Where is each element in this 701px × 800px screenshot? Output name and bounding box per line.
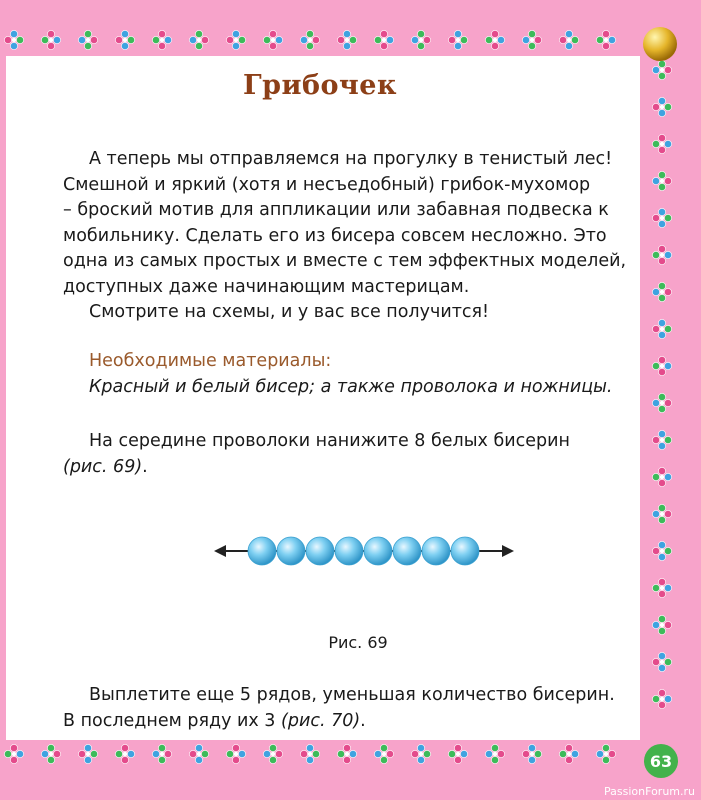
bead-cluster — [652, 356, 671, 375]
step1-text: На середине проволоки нанижите 8 белых бисерин — [89, 431, 570, 451]
bead-cluster — [448, 30, 467, 49]
gold-bead-icon — [640, 24, 680, 64]
bead-cluster — [652, 134, 671, 153]
bead-cluster — [374, 30, 393, 49]
intro-line: мобильнику. Сделать его из бисера совсем несложно. Это — [63, 225, 607, 246]
bead-cluster — [652, 430, 671, 449]
bead-cluster — [596, 30, 615, 49]
bead — [422, 537, 450, 565]
intro-line: А теперь мы отправляемся на прогулку в тенистый лес! — [89, 149, 613, 169]
watermark: PassionForum.ru — [604, 785, 695, 798]
bead-cluster — [374, 744, 393, 763]
bead — [364, 537, 392, 565]
page-number-badge: 63 — [644, 744, 678, 778]
top-bead-border — [0, 28, 640, 52]
bead-cluster — [652, 393, 671, 412]
bead-cluster — [652, 171, 671, 190]
step2-paragraph: Выплетите еще 5 рядов, уменьшая количество бисерин. В последнем ряду их 3 (рис. 70). — [63, 685, 615, 731]
bead-cluster — [78, 30, 97, 49]
materials-heading: Необходимые материалы: — [89, 351, 332, 371]
bead-cluster — [652, 504, 671, 523]
arrow-left-icon — [214, 545, 226, 557]
bead-cluster — [152, 30, 171, 49]
bead-cluster — [485, 744, 504, 763]
figure-caption: Рис. 69 — [328, 633, 388, 652]
bead-cluster — [189, 30, 208, 49]
bead-cluster — [115, 30, 134, 49]
bead-cluster — [4, 744, 23, 763]
intro-line: доступных даже начинающим мастерицам. — [63, 276, 470, 297]
step1-paragraph: На середине проволоки нанижите 8 белых бисерин (рис. 69). — [63, 431, 570, 477]
bead — [393, 537, 421, 565]
bead — [248, 537, 276, 565]
bead-cluster — [411, 30, 430, 49]
bead-cluster — [652, 245, 671, 264]
bead-cluster — [78, 744, 97, 763]
bead-cluster — [152, 744, 171, 763]
intro-line: Смешной и яркий (хотя и несъедобный) грибок-мухомор — [63, 174, 591, 195]
step2-text: Выплетите еще 5 рядов, уменьшая количество бисерин. — [89, 685, 615, 705]
figure-reference: (рис. 69) — [63, 456, 143, 477]
bead — [451, 537, 479, 565]
bead-cluster — [189, 744, 208, 763]
bead-cluster — [337, 744, 356, 763]
bead-cluster — [300, 744, 319, 763]
bead — [277, 537, 305, 565]
bead-cluster — [559, 30, 578, 49]
page-title: Грибочек — [242, 70, 397, 101]
bead-cluster — [652, 689, 671, 708]
bead — [306, 537, 334, 565]
figure-reference: (рис. 70) — [281, 710, 361, 731]
bead-cluster — [41, 744, 60, 763]
bead-cluster — [652, 467, 671, 486]
bead-cluster — [263, 30, 282, 49]
bead-cluster — [596, 744, 615, 763]
bead-cluster — [559, 744, 578, 763]
figure-69-bead-row — [210, 530, 520, 572]
bead-cluster — [652, 541, 671, 560]
bottom-bead-border — [0, 742, 640, 766]
intro-line: Смотрите на схемы, и у вас все получится! — [89, 302, 490, 322]
bead-cluster — [652, 652, 671, 671]
bead-cluster — [4, 30, 23, 49]
bead-cluster — [226, 30, 245, 49]
bead-cluster — [652, 578, 671, 597]
bead-cluster — [448, 744, 467, 763]
intro-line: одна из самых простых и вместе с тем эффектных моделей, — [63, 251, 627, 271]
bead-cluster — [115, 744, 134, 763]
materials-list: Красный и белый бисер; а также проволока и ножницы. — [89, 377, 613, 397]
bead-cluster — [522, 744, 541, 763]
bead-cluster — [652, 97, 671, 116]
bead-cluster — [263, 744, 282, 763]
bead-cluster — [522, 30, 541, 49]
bead-cluster — [226, 744, 245, 763]
bead-cluster — [652, 282, 671, 301]
intro-line: – броский мотив для аппликации или забавная подвеска к — [63, 200, 609, 220]
bead-cluster — [652, 319, 671, 338]
bead-cluster — [485, 30, 504, 49]
bead-cluster — [652, 615, 671, 634]
intro-paragraph — [63, 147, 629, 326]
bead-cluster — [411, 744, 430, 763]
bead — [335, 537, 363, 565]
bead-cluster — [652, 208, 671, 227]
arrow-right-icon — [502, 545, 514, 557]
bead-cluster — [300, 30, 319, 49]
bead-cluster — [337, 30, 356, 49]
bead-cluster — [41, 30, 60, 49]
